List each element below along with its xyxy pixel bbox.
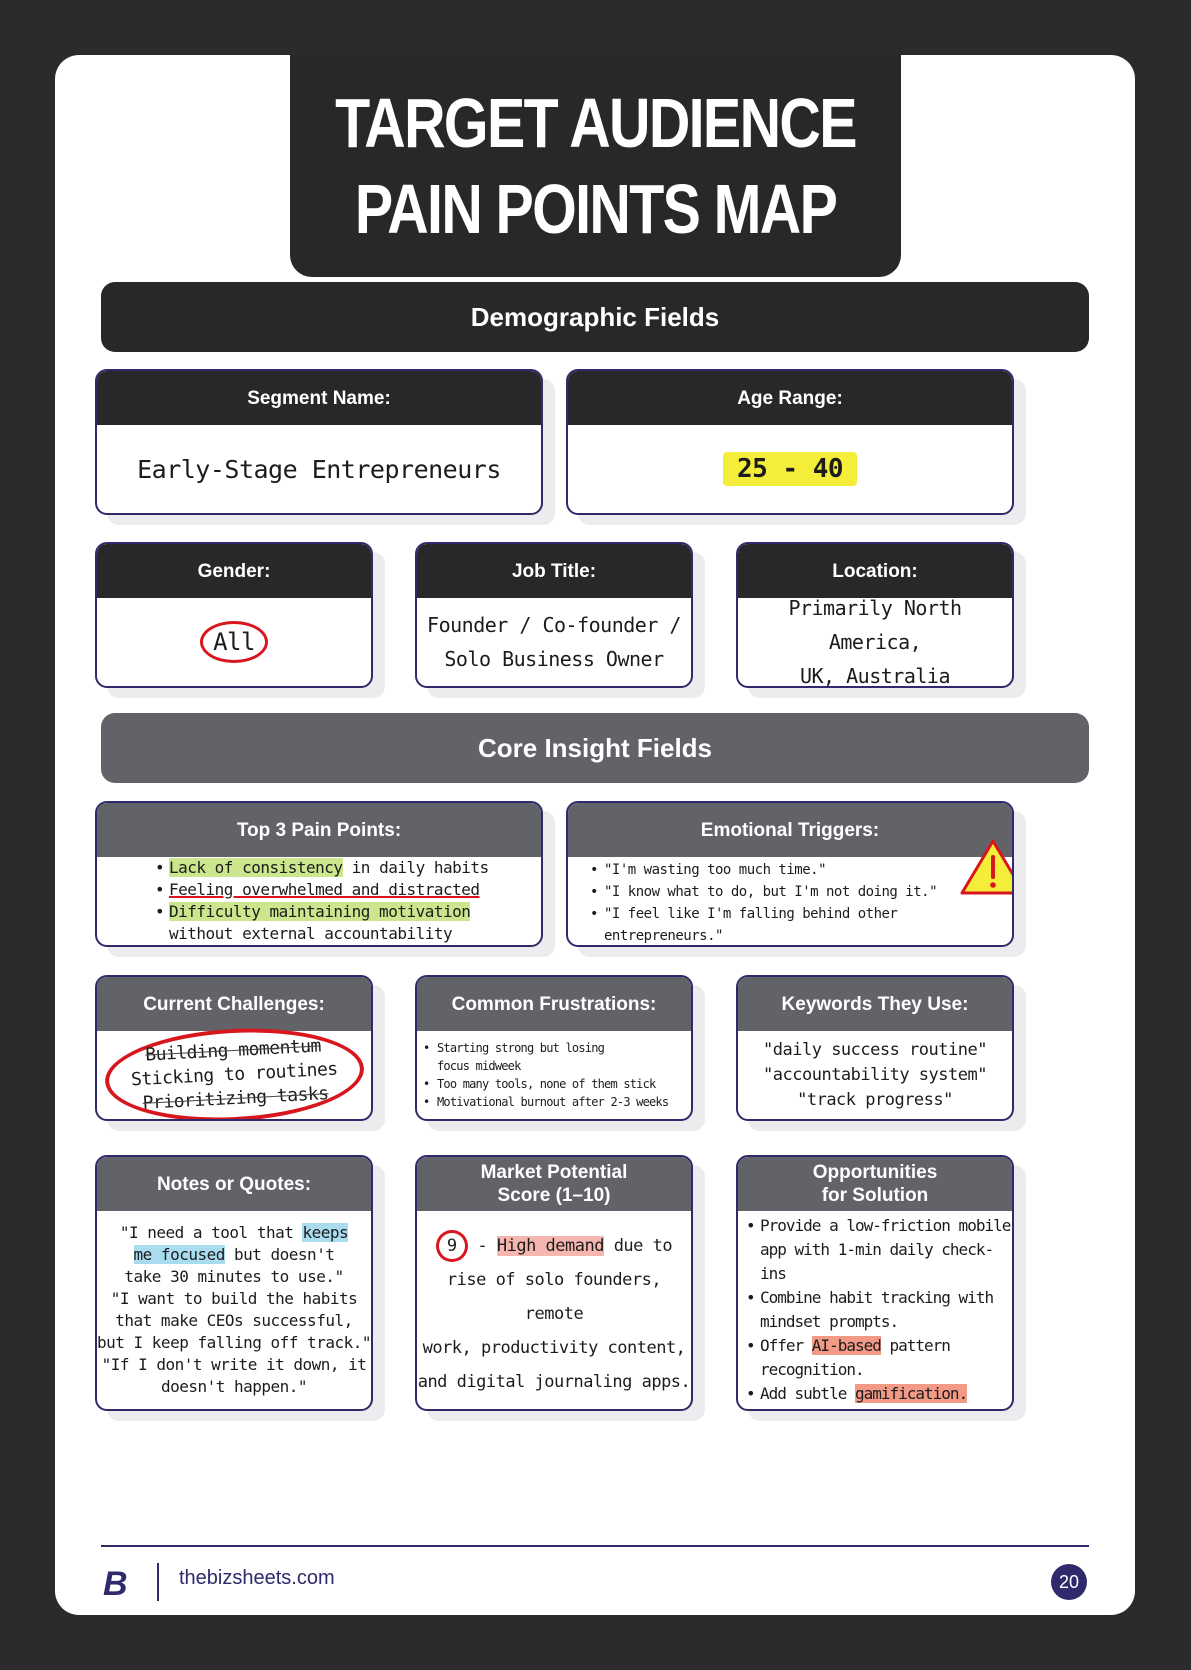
footer-website[interactable]: thebizsheets.com — [179, 1567, 335, 1589]
job-title-label: Job Title: — [417, 544, 691, 598]
challenges-circled-list — [102, 1022, 365, 1121]
frustration-item: • Too many tools, none of them stick — [423, 1075, 668, 1093]
quote-line: but I keep falling off track." — [97, 1333, 371, 1352]
opportunity-item: • Combine habit tracking with mindset prompts. — [746, 1286, 1012, 1334]
segment-name-label: Segment Name: — [97, 371, 541, 425]
gender-card — [95, 542, 373, 688]
age-range-value: 25 - 40 — [723, 452, 857, 486]
location-card — [736, 542, 1014, 688]
market-line: rise of solo founders, remote — [446, 1270, 662, 1324]
keyword-item: "daily success routine" — [763, 1039, 987, 1060]
location-line-2: UK, Australia — [799, 664, 951, 688]
page-sheet — [55, 55, 1135, 1615]
title-banner — [290, 55, 901, 277]
segment-name-value: Early-Stage Entrepreneurs — [137, 454, 501, 484]
keyword-item: "accountability system" — [763, 1064, 987, 1085]
quote-line: "I want to build the habits — [110, 1289, 358, 1308]
opportunity-item: • Provide a low-friction mobile app with 1-min daily check-ins — [746, 1214, 1012, 1286]
page-number: 20 — [1051, 1564, 1087, 1600]
current-challenges-label: Current Challenges: — [97, 977, 371, 1031]
frustration-item: • Starting strong but losing focus midweek — [423, 1039, 668, 1075]
pain-points-card — [95, 801, 543, 947]
warning-icon — [958, 835, 1014, 899]
pain-point-item: • Difficulty maintaining motivation without external accountability — [155, 901, 489, 945]
emotional-trigger-item: • "I feel like I'm falling behind other entrepreneurs." — [590, 903, 1012, 947]
emotional-trigger-item: • "I know what to do, but I'm not doing it." — [590, 881, 1012, 903]
notes-quotes-card — [95, 1155, 373, 1411]
opportunity-item: • Add subtle gamification. — [746, 1382, 1012, 1406]
demographic-section-header: Demographic Fields — [101, 282, 1089, 352]
footer-divider — [101, 1545, 1089, 1547]
age-range-label: Age Range: — [568, 371, 1012, 425]
pain-point-item: • Lack of consistency in daily habits — [155, 857, 489, 879]
pain-point-item: • Feeling overwhelmed and distracted — [155, 879, 489, 901]
keywords-card — [736, 975, 1014, 1121]
pain-points-label: Top 3 Pain Points: — [97, 803, 541, 857]
location-line-1: Primarily North America, — [788, 596, 962, 654]
emotional-triggers-list — [590, 859, 1012, 947]
market-potential-label: Market Potential Score (1–10) — [417, 1157, 691, 1211]
frustrations-list — [423, 1039, 668, 1111]
pain-points-list — [155, 857, 489, 945]
challenge-item: Prioritizing tasks — [141, 1083, 329, 1114]
age-range-card — [566, 369, 1014, 515]
segment-name-card — [95, 369, 543, 515]
current-challenges-card — [95, 975, 373, 1121]
keyword-item: "track progress" — [797, 1089, 953, 1110]
market-score: 9 — [436, 1230, 468, 1262]
job-title-line-2: Solo Business Owner — [444, 647, 664, 671]
footer-separator — [157, 1563, 159, 1601]
quote-line: "If I don't write it down, it — [101, 1355, 367, 1374]
bizsheets-logo-icon — [101, 1565, 135, 1599]
opportunities-list — [746, 1214, 1012, 1406]
frustration-item: • Motivational burnout after 2-3 weeks — [423, 1093, 668, 1111]
quote-line: that make CEOs successful, — [115, 1311, 353, 1330]
market-line: work, productivity content, — [422, 1338, 686, 1358]
challenge-item: Sticking to routines — [130, 1058, 338, 1091]
gender-label: Gender: — [97, 544, 371, 598]
quote-line: take 30 minutes to use." — [124, 1267, 344, 1286]
emotional-triggers-card — [566, 801, 1014, 947]
quote-line: me focused but doesn't — [133, 1245, 335, 1264]
page-title-line-2: PAIN POINTS MAP — [354, 170, 837, 248]
emotional-trigger-item: • "I'm wasting too much time." — [590, 859, 1012, 881]
keywords-label: Keywords They Use: — [738, 977, 1012, 1031]
emotional-triggers-label: Emotional Triggers: — [568, 803, 1012, 857]
opportunity-item: • Offer AI-based pattern recognition. — [746, 1334, 1012, 1382]
core-insight-section-header: Core Insight Fields — [101, 713, 1089, 783]
market-line: 9 - High demand due to — [436, 1229, 672, 1263]
notes-quotes-label: Notes or Quotes: — [97, 1157, 371, 1211]
logo-letter: B — [103, 1565, 128, 1599]
common-frustrations-card — [415, 975, 693, 1121]
location-label: Location: — [738, 544, 1012, 598]
market-line: and digital journaling apps. — [417, 1372, 691, 1392]
gender-value: All — [200, 621, 268, 663]
challenge-item: Building momentum — [144, 1035, 322, 1066]
market-potential-card — [415, 1155, 693, 1411]
common-frustrations-label: Common Frustrations: — [417, 977, 691, 1031]
job-title-card — [415, 542, 693, 688]
quote-line: doesn't happen." — [160, 1377, 308, 1396]
job-title-line-1: Founder / Co-founder / — [427, 613, 681, 637]
page-title-line-1: TARGET AUDIENCE — [335, 84, 856, 162]
opportunities-card — [736, 1155, 1014, 1411]
opportunities-label: Opportunities for Solution — [738, 1157, 1012, 1211]
quote-line: "I need a tool that keeps — [119, 1223, 349, 1242]
